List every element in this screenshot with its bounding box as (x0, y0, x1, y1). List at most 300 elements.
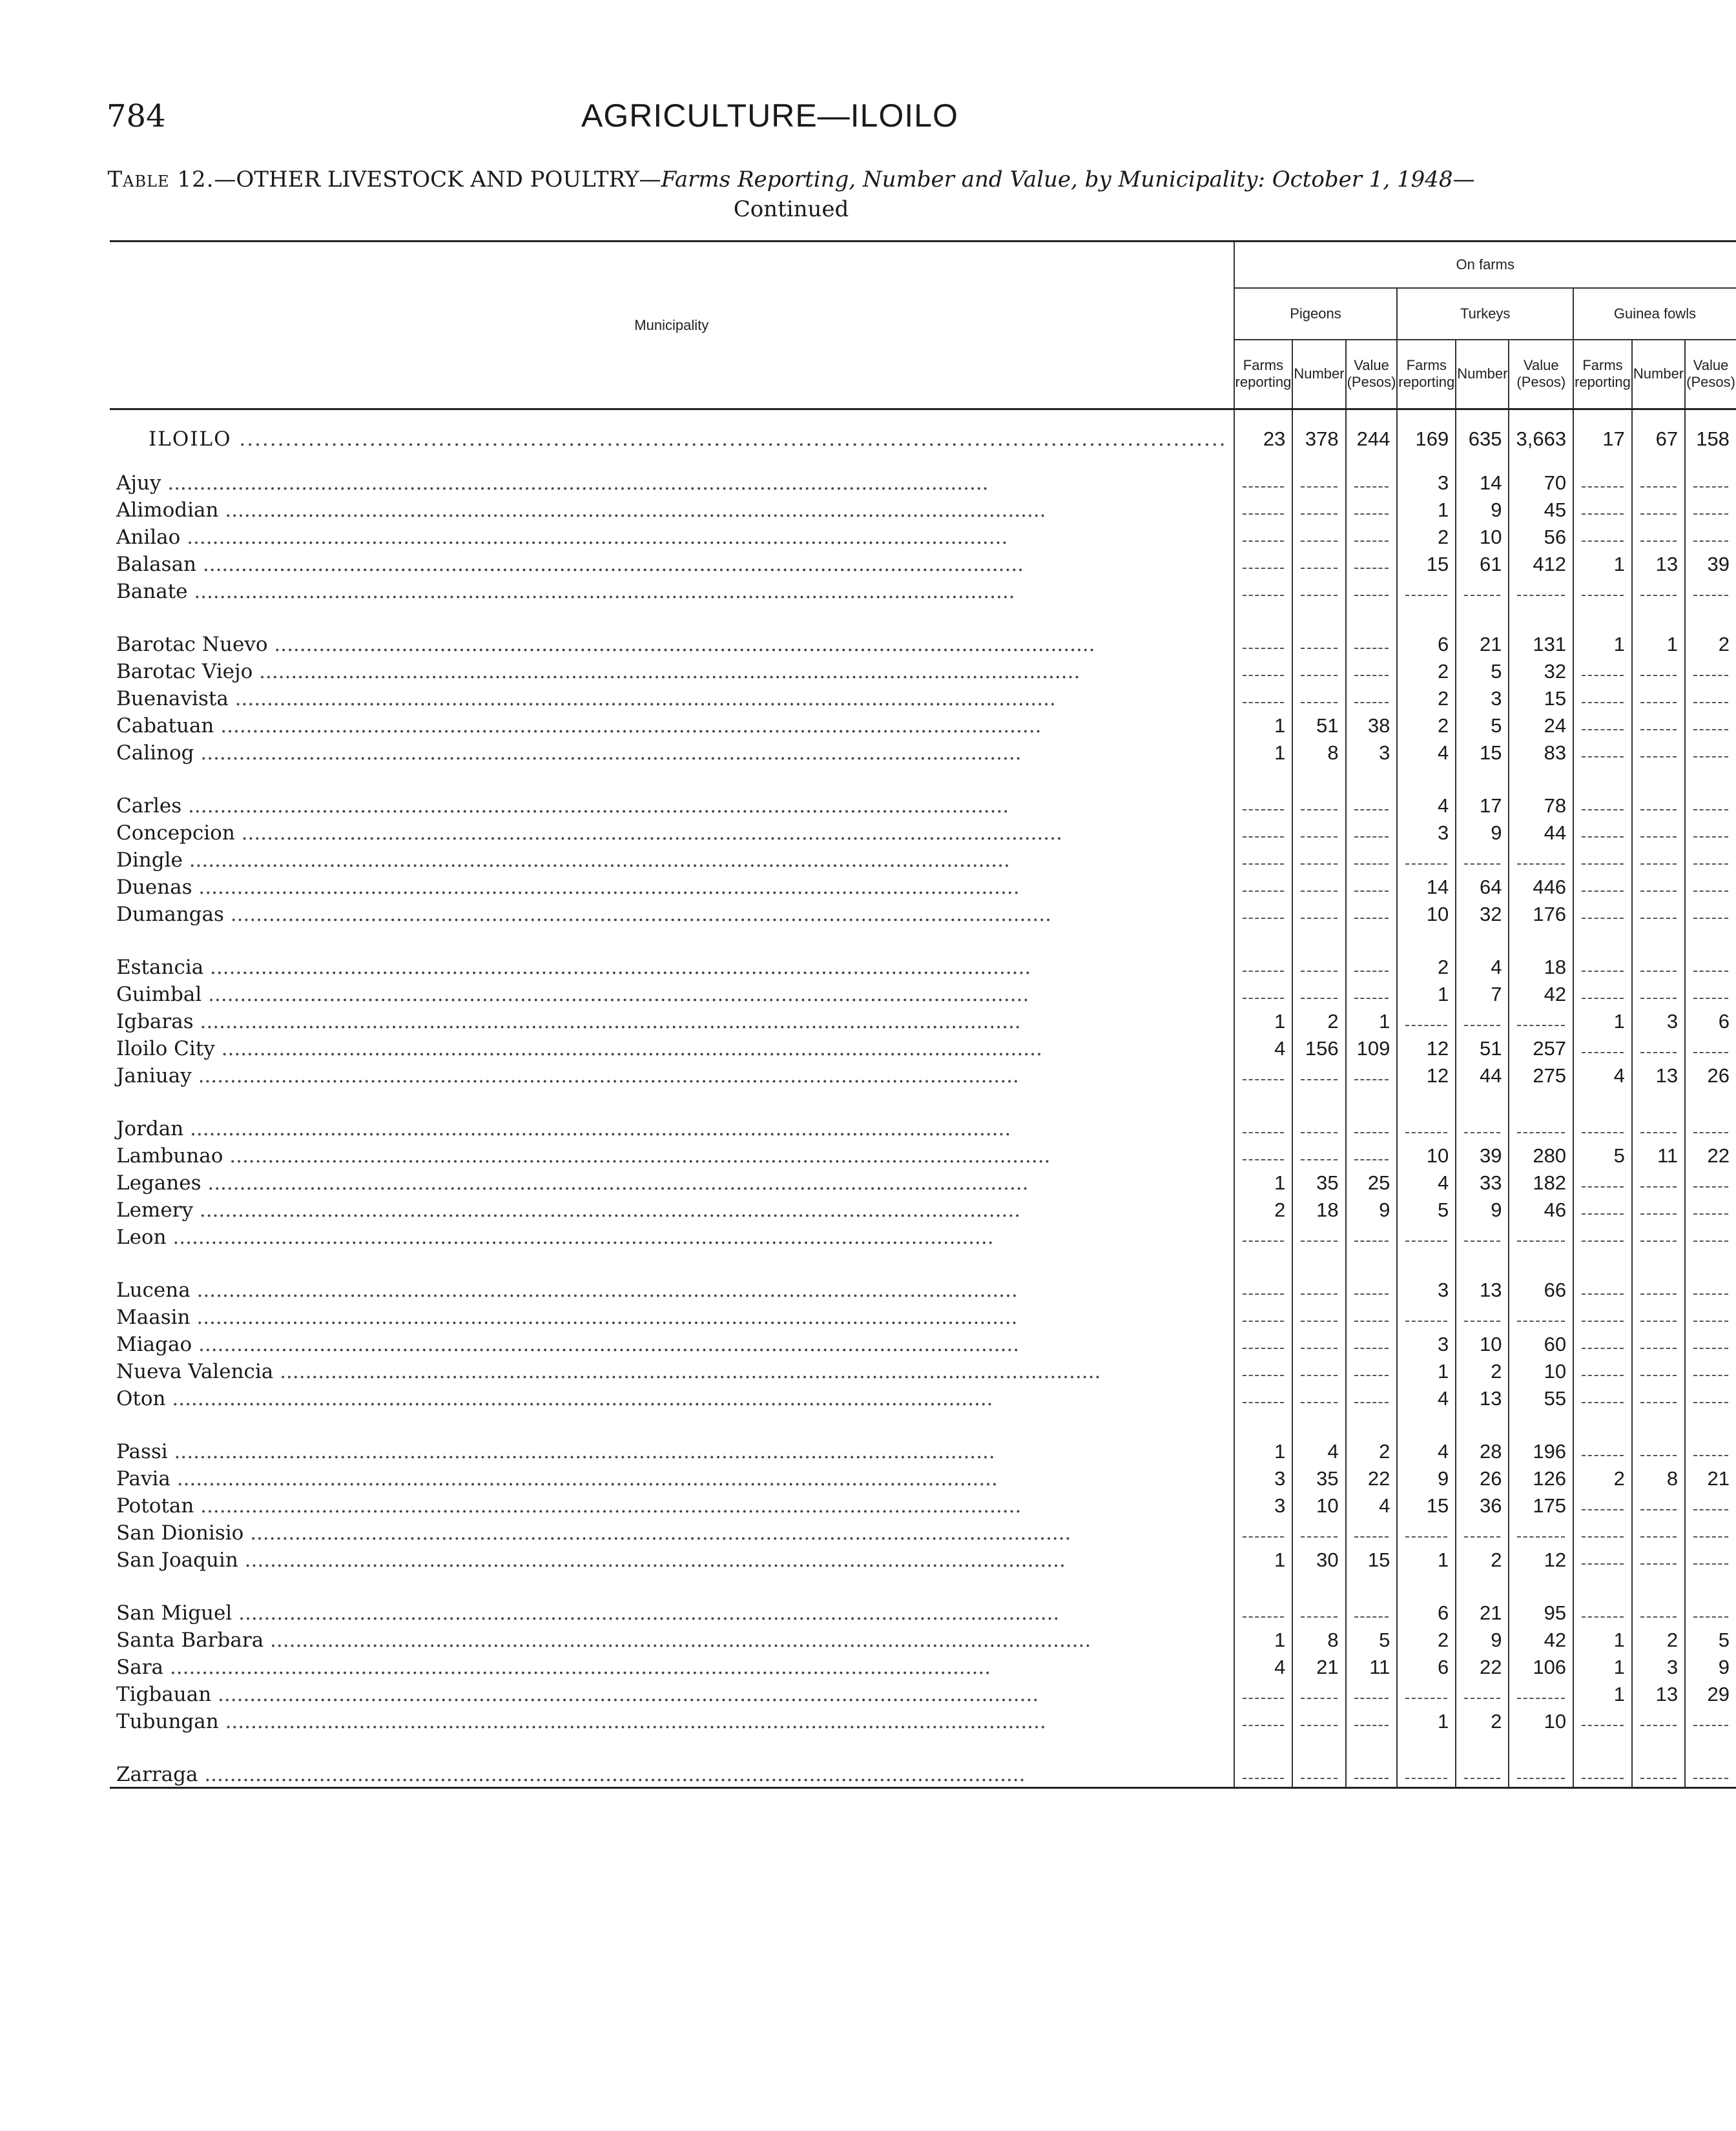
value-cell (1573, 468, 1632, 495)
municipality-name: Pavia ..... (110, 1464, 1234, 1491)
value-cell (1573, 900, 1632, 927)
value-cell (1292, 1275, 1345, 1302)
municipality-name: Banate ..... (110, 577, 1234, 604)
municipality-name: Igbaras ..... (110, 1007, 1234, 1034)
value-cell (1573, 1437, 1632, 1464)
table-row (110, 1275, 1736, 1302)
value-cell (1234, 657, 1293, 684)
table-row (110, 1598, 1736, 1625)
value-cell: 26 (1456, 1464, 1509, 1491)
value-cell: 35 (1292, 1168, 1345, 1195)
total-row (110, 409, 1736, 469)
value-cell (1456, 1302, 1509, 1330)
value-cell: 4 (1234, 1034, 1293, 1061)
value-cell (1685, 1598, 1736, 1625)
value-cell (1346, 630, 1398, 657)
table-row (110, 1195, 1736, 1222)
table-row (110, 1437, 1736, 1464)
value-cell (1292, 1598, 1345, 1625)
municipality-name: Cabatuan ..... (110, 711, 1234, 738)
value-cell: 2 (1346, 1437, 1398, 1464)
spacer-row (110, 604, 1736, 630)
municipality-name: Dumangas ..... (110, 900, 1234, 927)
value-cell: 9 (1456, 1195, 1509, 1222)
table-row (110, 872, 1736, 900)
value-cell (1509, 1007, 1573, 1034)
value-cell (1573, 1384, 1632, 1411)
value-cell: 25 (1346, 1168, 1398, 1195)
municipality-name: Pototan ..... (110, 1491, 1234, 1518)
value-cell (1573, 1222, 1632, 1250)
value-cell: 10 (1292, 1491, 1345, 1518)
value-cell (1685, 1545, 1736, 1572)
municipality-name: Dingle ..... (110, 845, 1234, 872)
value-cell: 1 (1397, 1707, 1456, 1734)
value-cell (1573, 845, 1632, 872)
page-number: 784 (107, 98, 166, 134)
table-row (110, 550, 1736, 577)
value-cell (1632, 1275, 1685, 1302)
value-cell (1685, 522, 1736, 550)
value-cell: 55 (1509, 1384, 1573, 1411)
value-cell (1632, 1168, 1685, 1195)
value-cell (1632, 1760, 1685, 1788)
value-cell (1397, 1760, 1456, 1788)
value-cell (1346, 1141, 1398, 1168)
value-cell (1573, 1275, 1632, 1302)
value-cell: 3 (1632, 1007, 1685, 1034)
value-cell: 4 (1397, 791, 1456, 818)
value-cell: 13 (1456, 1384, 1509, 1411)
value-cell: 1 (1573, 1625, 1632, 1652)
table-row (110, 1545, 1736, 1572)
municipality-header: Municipality (110, 242, 1234, 409)
value-cell (1397, 1680, 1456, 1707)
municipality-name: Lemery ..... (110, 1195, 1234, 1222)
value-cell (1292, 1357, 1345, 1384)
value-cell: 158 (1685, 409, 1736, 469)
value-cell (1573, 495, 1632, 522)
value-cell: 446 (1509, 872, 1573, 900)
value-cell (1685, 1114, 1736, 1141)
value-cell (1292, 657, 1345, 684)
value-cell: 5 (1685, 1625, 1736, 1652)
table-row (110, 577, 1736, 604)
value-cell: 196 (1509, 1437, 1573, 1464)
value-cell: 9 (1456, 818, 1509, 845)
table-body (110, 409, 1736, 1788)
value-cell (1346, 684, 1398, 711)
value-cell: 412 (1509, 550, 1573, 577)
subheader-value: Value (Pesos) (1685, 340, 1736, 409)
value-cell: 1 (1573, 1652, 1632, 1680)
value-cell: 32 (1456, 900, 1509, 927)
subheader-value: Value (Pesos) (1346, 340, 1398, 409)
value-cell (1346, 468, 1398, 495)
value-cell: 5 (1346, 1625, 1398, 1652)
value-cell (1346, 1302, 1398, 1330)
value-cell (1234, 1275, 1293, 1302)
value-cell (1685, 1330, 1736, 1357)
value-cell (1685, 900, 1736, 927)
value-cell: 182 (1509, 1168, 1573, 1195)
value-cell (1346, 1384, 1398, 1411)
value-cell (1685, 1195, 1736, 1222)
value-cell (1292, 495, 1345, 522)
value-cell (1234, 550, 1293, 577)
value-cell (1573, 818, 1632, 845)
value-cell (1632, 1195, 1685, 1222)
value-cell (1292, 900, 1345, 927)
value-cell (1234, 1061, 1293, 1088)
value-cell: 106 (1509, 1652, 1573, 1680)
value-cell (1573, 1302, 1632, 1330)
value-cell (1234, 845, 1293, 872)
value-cell: 169 (1397, 409, 1456, 469)
value-cell (1509, 1222, 1573, 1250)
value-cell: 22 (1456, 1652, 1509, 1680)
value-cell (1632, 1222, 1685, 1250)
value-cell (1234, 872, 1293, 900)
value-cell: 1 (1346, 1007, 1398, 1034)
table-row (110, 818, 1736, 845)
value-cell (1397, 577, 1456, 604)
table-row (110, 1357, 1736, 1384)
value-cell (1346, 1357, 1398, 1384)
value-cell (1346, 1114, 1398, 1141)
value-cell (1632, 791, 1685, 818)
value-cell: 10 (1397, 1141, 1456, 1168)
value-cell (1234, 630, 1293, 657)
value-cell: 4 (1234, 1652, 1293, 1680)
table-row (110, 1141, 1736, 1168)
value-cell (1346, 1680, 1398, 1707)
value-cell (1685, 1491, 1736, 1518)
value-cell (1234, 1384, 1293, 1411)
value-cell: 3 (1632, 1652, 1685, 1680)
value-cell (1685, 1168, 1736, 1195)
subheader-value: Value (Pesos) (1509, 340, 1573, 409)
caption-title: —OTHER LIVESTOCK AND POULTRY— (214, 167, 661, 192)
value-cell (1685, 1222, 1736, 1250)
value-cell (1346, 845, 1398, 872)
value-cell (1234, 1141, 1293, 1168)
table-row (110, 980, 1736, 1007)
value-cell (1346, 1222, 1398, 1250)
value-cell: 2 (1397, 711, 1456, 738)
value-cell (1685, 1302, 1736, 1330)
table-row (110, 1707, 1736, 1734)
value-cell: 3 (1397, 1330, 1456, 1357)
value-cell: 2 (1573, 1464, 1632, 1491)
value-cell (1632, 1518, 1685, 1545)
value-cell (1632, 657, 1685, 684)
value-cell: 8 (1632, 1464, 1685, 1491)
value-cell: 10 (1397, 900, 1456, 927)
value-cell: 6 (1397, 1598, 1456, 1625)
value-cell: 1 (1234, 1007, 1293, 1034)
value-cell: 21 (1456, 1598, 1509, 1625)
value-cell: 1 (1397, 1545, 1456, 1572)
table-row (110, 1061, 1736, 1088)
value-cell: 1 (1573, 1680, 1632, 1707)
value-cell (1685, 1357, 1736, 1384)
value-cell (1456, 1518, 1509, 1545)
municipality-name: Zarraga ..... (110, 1760, 1234, 1788)
table-row (110, 630, 1736, 657)
value-cell (1397, 1114, 1456, 1141)
municipality-name: San Miguel ..... (110, 1598, 1234, 1625)
municipality-name: Maasin ..... (110, 1302, 1234, 1330)
value-cell (1234, 900, 1293, 927)
value-cell: 10 (1456, 1330, 1509, 1357)
value-cell (1346, 1760, 1398, 1788)
value-cell (1292, 1518, 1345, 1545)
municipality-name: Sara ..... (110, 1652, 1234, 1680)
table-row (110, 1222, 1736, 1250)
table-row (110, 522, 1736, 550)
value-cell (1632, 900, 1685, 927)
value-cell: 46 (1509, 1195, 1573, 1222)
value-cell: 51 (1456, 1034, 1509, 1061)
municipality-name: Buenavista ..... (110, 684, 1234, 711)
value-cell (1456, 1114, 1509, 1141)
spacer-row (110, 1572, 1736, 1598)
spacer-row (110, 1734, 1736, 1760)
table-row (110, 468, 1736, 495)
value-cell (1234, 791, 1293, 818)
value-cell (1573, 1707, 1632, 1734)
value-cell: 8 (1292, 738, 1345, 765)
value-cell: 15 (1456, 738, 1509, 765)
value-cell (1632, 738, 1685, 765)
value-cell (1573, 1357, 1632, 1384)
value-cell (1509, 845, 1573, 872)
value-cell: 15 (1397, 1491, 1456, 1518)
table-row (110, 1168, 1736, 1195)
running-head: AGRICULTURE—ILOILO (581, 98, 958, 134)
value-cell: 10 (1509, 1357, 1573, 1384)
municipality-name: Lucena ..... (110, 1275, 1234, 1302)
value-cell (1292, 468, 1345, 495)
value-cell (1234, 495, 1293, 522)
value-cell: 3 (1346, 738, 1398, 765)
value-cell (1685, 1384, 1736, 1411)
value-cell (1573, 1545, 1632, 1572)
value-cell: 1 (1573, 1007, 1632, 1034)
table-row (110, 1680, 1736, 1707)
value-cell (1292, 577, 1345, 604)
value-cell: 131 (1509, 630, 1573, 657)
value-cell: 28 (1456, 1437, 1509, 1464)
value-cell: 32 (1509, 657, 1573, 684)
value-cell (1632, 1545, 1685, 1572)
value-cell: 257 (1509, 1034, 1573, 1061)
value-cell: 6 (1397, 1652, 1456, 1680)
table-row (110, 1464, 1736, 1491)
value-cell: 2 (1456, 1707, 1509, 1734)
value-cell (1632, 684, 1685, 711)
value-cell (1685, 711, 1736, 738)
value-cell: 2 (1456, 1357, 1509, 1384)
value-cell (1685, 1707, 1736, 1734)
municipality-name: Carles ..... (110, 791, 1234, 818)
table-row (110, 1007, 1736, 1034)
value-cell (1573, 1168, 1632, 1195)
value-cell (1632, 845, 1685, 872)
value-cell: 2 (1397, 657, 1456, 684)
value-cell (1234, 522, 1293, 550)
subheader-farms-reporting: Farms reporting (1573, 340, 1632, 409)
value-cell (1346, 657, 1398, 684)
group-header-guinea-fowls: Guinea fowls (1573, 288, 1736, 340)
value-cell: 61 (1456, 550, 1509, 577)
value-cell (1234, 1114, 1293, 1141)
value-cell: 2 (1397, 684, 1456, 711)
municipality-name: Guimbal ..... (110, 980, 1234, 1007)
value-cell (1292, 1760, 1345, 1788)
value-cell (1685, 1760, 1736, 1788)
value-cell: 126 (1509, 1464, 1573, 1491)
value-cell: 6 (1397, 630, 1456, 657)
value-cell (1573, 1195, 1632, 1222)
value-cell: 18 (1509, 952, 1573, 980)
value-cell: 2 (1397, 1625, 1456, 1652)
subheader-number: Number (1292, 340, 1345, 409)
municipality-name: Nueva Valencia ..... (110, 1357, 1234, 1384)
value-cell: 13 (1632, 550, 1685, 577)
value-cell (1632, 1437, 1685, 1464)
value-cell (1573, 1598, 1632, 1625)
value-cell (1346, 791, 1398, 818)
value-cell: 3 (1397, 818, 1456, 845)
value-cell: 3 (1397, 1275, 1456, 1302)
value-cell: 4 (1397, 1384, 1456, 1411)
value-cell: 12 (1397, 1034, 1456, 1061)
value-cell: 51 (1292, 711, 1345, 738)
value-cell: 5 (1397, 1195, 1456, 1222)
value-cell: 14 (1456, 468, 1509, 495)
value-cell: 44 (1509, 818, 1573, 845)
value-cell (1292, 1141, 1345, 1168)
municipality-name: Duenas ..... (110, 872, 1234, 900)
value-cell (1509, 1760, 1573, 1788)
value-cell (1685, 872, 1736, 900)
value-cell: 275 (1509, 1061, 1573, 1088)
value-cell (1346, 577, 1398, 604)
value-cell: 35 (1292, 1464, 1345, 1491)
spacer-row (110, 1250, 1736, 1275)
value-cell (1292, 1114, 1345, 1141)
value-cell: 36 (1456, 1491, 1509, 1518)
value-cell (1685, 818, 1736, 845)
value-cell: 4 (1456, 952, 1509, 980)
table-row (110, 1625, 1736, 1652)
value-cell (1573, 1034, 1632, 1061)
value-cell (1632, 1491, 1685, 1518)
value-cell: 244 (1346, 409, 1398, 469)
municipality-name: Anilao ..... (110, 522, 1234, 550)
value-cell (1573, 1330, 1632, 1357)
value-cell: 2 (1234, 1195, 1293, 1222)
value-cell: 26 (1685, 1061, 1736, 1088)
value-cell (1632, 1357, 1685, 1384)
value-cell: 378 (1292, 409, 1345, 469)
value-cell (1573, 738, 1632, 765)
value-cell (1346, 550, 1398, 577)
value-cell (1632, 1114, 1685, 1141)
value-cell: 44 (1456, 1061, 1509, 1088)
table-row (110, 952, 1736, 980)
value-cell: 1 (1234, 1625, 1293, 1652)
value-cell: 12 (1397, 1061, 1456, 1088)
value-cell: 9 (1346, 1195, 1398, 1222)
value-cell (1234, 1680, 1293, 1707)
municipality-name: Ajuy ..... (110, 468, 1234, 495)
value-cell (1573, 980, 1632, 1007)
value-cell: 11 (1632, 1141, 1685, 1168)
value-cell (1685, 1034, 1736, 1061)
value-cell (1632, 1302, 1685, 1330)
municipality-name: Tubungan ..... (110, 1707, 1234, 1734)
value-cell (1346, 1330, 1398, 1357)
value-cell (1346, 818, 1398, 845)
value-cell: 42 (1509, 1625, 1573, 1652)
municipality-name: Lambunao ..... (110, 1141, 1234, 1168)
value-cell: 8 (1292, 1625, 1345, 1652)
table-row (110, 1384, 1736, 1411)
value-cell (1685, 791, 1736, 818)
value-cell: 2 (1632, 1625, 1685, 1652)
value-cell (1234, 577, 1293, 604)
value-cell (1509, 577, 1573, 604)
value-cell (1346, 952, 1398, 980)
value-cell: 3,663 (1509, 409, 1573, 469)
spacer-row (110, 927, 1736, 952)
value-cell (1292, 818, 1345, 845)
value-cell: 156 (1292, 1034, 1345, 1061)
value-cell (1573, 711, 1632, 738)
municipality-name: Oton ..... (110, 1384, 1234, 1411)
value-cell (1292, 1330, 1345, 1357)
value-cell (1456, 1222, 1509, 1250)
municipality-name: San Dionisio ..... (110, 1518, 1234, 1545)
value-cell (1346, 495, 1398, 522)
value-cell: 1 (1234, 1168, 1293, 1195)
table-row (110, 791, 1736, 818)
value-cell (1292, 952, 1345, 980)
value-cell (1509, 1114, 1573, 1141)
value-cell (1573, 1760, 1632, 1788)
value-cell: 1 (1234, 738, 1293, 765)
value-cell: 2 (1456, 1545, 1509, 1572)
value-cell: 1 (1573, 550, 1632, 577)
value-cell: 635 (1456, 409, 1509, 469)
value-cell (1292, 684, 1345, 711)
municipality-name: Jordan ..... (110, 1114, 1234, 1141)
value-cell (1509, 1518, 1573, 1545)
value-cell: 9 (1456, 1625, 1509, 1652)
table-caption (97, 165, 1485, 224)
table-row (110, 1652, 1736, 1680)
value-cell: 2 (1397, 952, 1456, 980)
value-cell (1346, 1518, 1398, 1545)
value-cell (1632, 1330, 1685, 1357)
municipality-name: Miagao ..... (110, 1330, 1234, 1357)
value-cell (1573, 1518, 1632, 1545)
group-header-pigeons: Pigeons (1234, 288, 1398, 340)
subheader-number: Number (1632, 340, 1685, 409)
